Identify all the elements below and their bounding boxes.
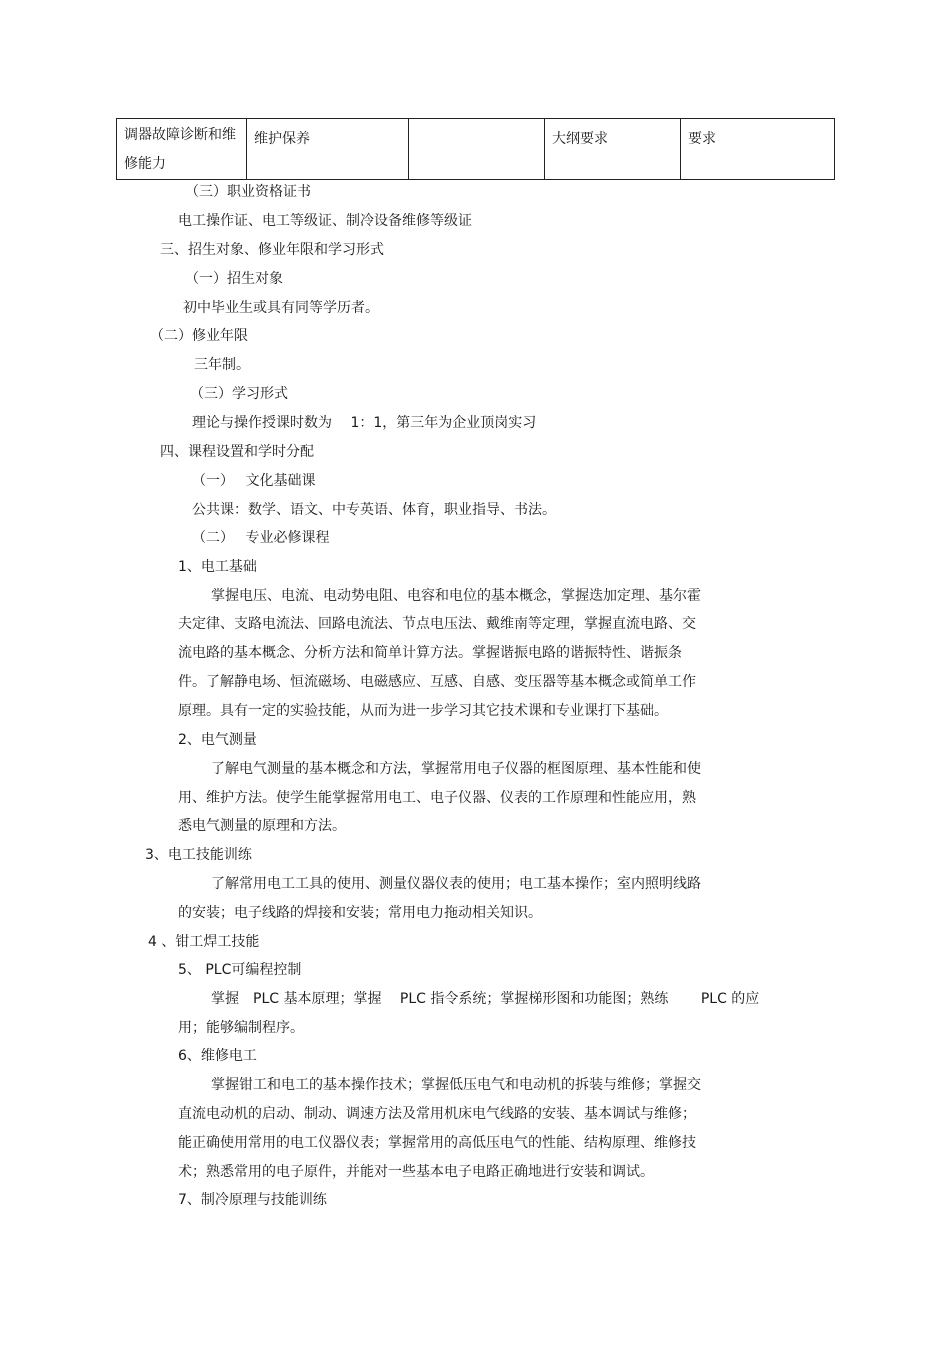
paragraph-line: 了解常用电工工具的使用、测量仪器仪表的使用；电工基本操作；室内照明线路 <box>211 876 701 892</box>
course-heading: 4 、钳工焊工技能 <box>148 934 260 950</box>
paragraph-line: 理论与操作授课时数为 1：1，第三年为企业顶岗实习 <box>192 415 537 431</box>
table-cell: 维护保养 <box>247 119 409 180</box>
table-cell <box>409 119 545 180</box>
paragraph-line: 公共课：数学、语文、中专英语、体育，职业指导、书法。 <box>192 502 556 518</box>
paragraph-line: 掌握电压、电流、电动势电阻、电容和电位的基本概念，掌握迭加定理、基尔霍 <box>211 588 701 604</box>
table-row <box>117 119 835 180</box>
course-heading: 7、制冷原理与技能训练 <box>178 1192 327 1208</box>
subheading: （三）学习形式 <box>190 386 288 402</box>
course-heading: 2、电气测量 <box>178 732 257 748</box>
course-heading: 5、 PLC可编程控制 <box>178 962 302 978</box>
paragraph-line: 直流电动机的启动、制动、调速方法及常用机床电气线路的安装、基本调试与维修； <box>178 1106 696 1122</box>
subheading: （三）职业资格证书 <box>185 184 311 200</box>
paragraph-line: 件。了解静电场、恒流磁场、电磁感应、互感、自感、变压器等基本概念或简单工作 <box>178 674 696 690</box>
paragraph-line: 原理。具有一定的实验技能，从而为进一步学习其它技术课和专业课打下基础。 <box>178 703 668 719</box>
table-cell: 要求 <box>681 119 835 180</box>
section-heading: 三、招生对象、修业年限和学习形式 <box>160 242 384 258</box>
requirements-table <box>116 118 835 180</box>
paragraph-line: 能正确使用常用的电工仪器仪表；掌握常用的高低压电气的性能、结构原理、维修技 <box>178 1135 696 1151</box>
course-heading: 1、电工基础 <box>178 559 257 575</box>
subheading: （一）招生对象 <box>185 271 283 287</box>
paragraph-line: 用；能够编制程序。 <box>178 1020 304 1036</box>
paragraph-line: 术；熟悉常用的电子原件，并能对一些基本电子电路正确地进行安装和调试。 <box>178 1164 654 1180</box>
table-cell: 大纲要求 <box>545 119 681 180</box>
paragraph-line: 电工操作证、电工等级证、制冷设备维修等级证 <box>178 213 472 229</box>
paragraph-line: 的安装；电子线路的焊接和安装；常用电力拖动相关知识。 <box>178 905 542 921</box>
paragraph-line: 三年制。 <box>194 357 250 373</box>
paragraph-line: 掌握 PLC 基本原理；掌握 PLC 指令系统；掌握梯形图和功能图；熟练 PLC 的应 <box>211 991 760 1007</box>
paragraph-line: 用、维护方法。使学生能掌握常用电工、电子仪器、仪表的工作原理和性能应用，熟 <box>178 790 696 806</box>
paragraph-line: 悉电气测量的原理和方法。 <box>178 818 346 834</box>
paragraph-line: 了解电气测量的基本概念和方法，掌握常用电子仪器的框图原理、基本性能和使 <box>211 761 701 777</box>
course-heading: 3、电工技能训练 <box>145 847 252 863</box>
table-cell: 调器故障诊断和维修能力 <box>117 119 247 180</box>
paragraph-line: 流电路的基本概念、分析方法和简单计算方法。掌握谐振电路的谐振特性、谐振条 <box>178 645 682 661</box>
paragraph-line: 夫定律、支路电流法、回路电流法、节点电压法、戴维南等定理，掌握直流电路、交 <box>178 616 696 632</box>
subheading: （二） 专业必修课程 <box>192 530 330 546</box>
subheading: （一） 文化基础课 <box>192 473 316 489</box>
course-heading: 6、维修电工 <box>178 1048 257 1064</box>
section-heading: 四、课程设置和学时分配 <box>160 444 314 460</box>
paragraph-line: 掌握钳工和电工的基本操作技术；掌握低压电气和电动机的拆装与维修；掌握交 <box>211 1077 701 1093</box>
subheading: （二）修业年限 <box>150 328 248 344</box>
paragraph-line: 初中毕业生或具有同等学历者。 <box>183 300 379 316</box>
